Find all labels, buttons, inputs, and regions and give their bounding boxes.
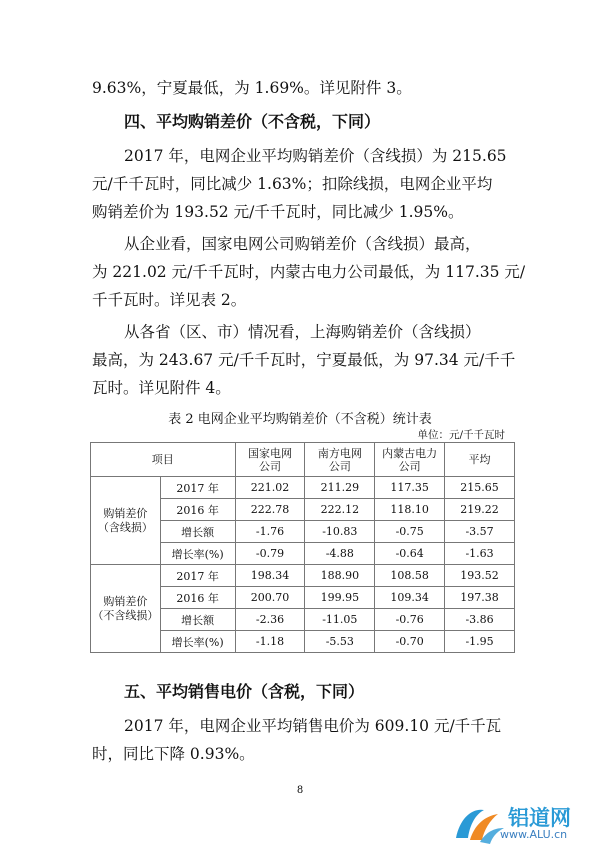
row-label: 2016 年 (160, 499, 235, 521)
cell: -0.75 (375, 521, 445, 543)
cell: 211.29 (305, 477, 375, 499)
cell: 222.78 (235, 499, 305, 521)
cell: -1.18 (235, 631, 305, 653)
header-southern-grid: 南方电网 公司 (305, 443, 375, 477)
price-spread-table (90, 442, 515, 653)
body-line: 购销差价为 193.52 元/千千瓦时，同比减少 1.95%。 (92, 203, 464, 221)
row-label: 增长率(%) (160, 631, 235, 653)
cell: -0.79 (235, 543, 305, 565)
body-line: 2017 年，电网企业平均销售电价为 609.10 元/千千瓦 (124, 717, 502, 735)
row-label: 2016 年 (160, 587, 235, 609)
cell: -0.70 (375, 631, 445, 653)
cell: -1.76 (235, 521, 305, 543)
cell: -2.36 (235, 609, 305, 631)
cell: 221.02 (235, 477, 305, 499)
table-header-row (91, 443, 515, 477)
cell: -0.76 (375, 609, 445, 631)
body-line: 瓦时。详见附件 4。 (92, 379, 231, 397)
table-row (91, 565, 515, 587)
watermark-url: www.ALU.cn (500, 828, 568, 841)
cell: 222.12 (305, 499, 375, 521)
table-unit: 单位：元/千千瓦时 (417, 429, 505, 441)
cell: 193.52 (445, 565, 515, 587)
cell: 117.35 (375, 477, 445, 499)
body-line: 9.63%，宁夏最低，为 1.69%。详见附件 3。 (92, 79, 412, 97)
body-line: 从企业看，国家电网公司购销差价（含线损）最高， (124, 235, 481, 253)
table-row (91, 477, 515, 499)
cell: 109.34 (375, 587, 445, 609)
body-line: 元/千千瓦时，同比减少 1.63%；扣除线损，电网企业平均 (92, 175, 493, 193)
row-label: 2017 年 (160, 565, 235, 587)
section-heading-5: 五、平均销售电价（含税，下同） (124, 682, 365, 701)
watermark-logo (450, 800, 600, 847)
group-label-with-loss: 购销差价 （含线损） (91, 477, 161, 565)
header-inner-mongolia: 内蒙古电力 公司 (375, 443, 445, 477)
row-label: 增长率(%) (160, 543, 235, 565)
row-label: 增长额 (160, 521, 235, 543)
cell: 215.65 (445, 477, 515, 499)
cell: -0.64 (375, 543, 445, 565)
page-number: 8 (296, 785, 304, 796)
cell: -1.95 (445, 631, 515, 653)
cell: -4.88 (305, 543, 375, 565)
cell: 197.38 (445, 587, 515, 609)
body-line: 千千瓦时。详见表 2。 (92, 291, 247, 309)
cell: -1.63 (445, 543, 515, 565)
cell: -11.05 (305, 609, 375, 631)
cell: -3.86 (445, 609, 515, 631)
header-average: 平均 (445, 443, 515, 477)
body-line: 为 221.02 元/千千瓦时，内蒙古电力公司最低，为 117.35 元/ (92, 263, 526, 281)
row-label: 2017 年 (160, 477, 235, 499)
body-line: 时，同比下降 0.93%。 (92, 745, 255, 763)
section-heading-4: 四、平均购销差价（不含税，下同） (124, 112, 381, 131)
cell: 198.34 (235, 565, 305, 587)
header-item: 项目 (91, 443, 236, 477)
body-line: 2017 年，电网企业平均购销差价（含线损）为 215.65 (124, 147, 507, 165)
cell: 188.90 (305, 565, 375, 587)
cell: 118.10 (375, 499, 445, 521)
row-label: 增长额 (160, 609, 235, 631)
cell: 199.95 (305, 587, 375, 609)
cell: -10.83 (305, 521, 375, 543)
watermark-brand: 铝道网 (508, 806, 571, 830)
cell: 219.22 (445, 499, 515, 521)
body-line: 从各省（区、市）情况看，上海购销差价（含线损） (124, 323, 481, 341)
body-line: 最高，为 243.67 元/千千瓦时，宁夏最低，为 97.34 元/千千 (92, 351, 516, 369)
table-caption: 表 2 电网企业平均购销差价（不含税）统计表 (168, 412, 432, 427)
alu-logo-icon (450, 800, 506, 846)
cell: 200.70 (235, 587, 305, 609)
header-state-grid: 国家电网 公司 (235, 443, 305, 477)
cell: -3.57 (445, 521, 515, 543)
group-label-without-loss: 购销差价 （不含线损） (91, 565, 161, 653)
cell: 108.58 (375, 565, 445, 587)
cell: -5.53 (305, 631, 375, 653)
